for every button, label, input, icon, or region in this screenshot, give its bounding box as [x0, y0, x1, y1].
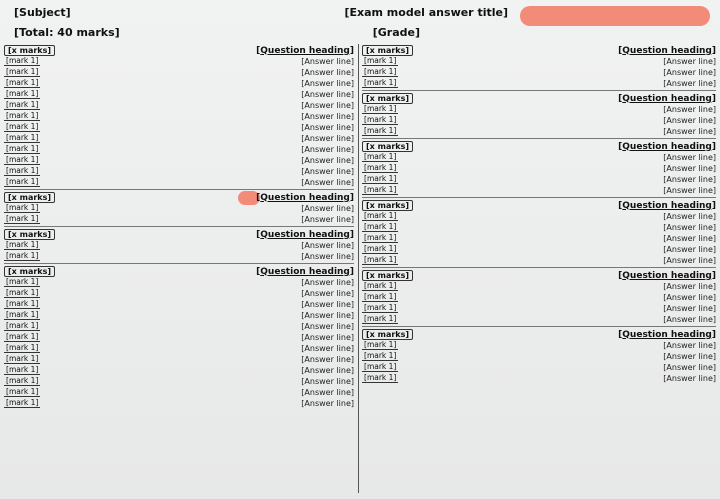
answer-text: [Answer line] — [301, 299, 354, 309]
exam-title: [Exam model answer title] — [344, 6, 508, 19]
question-heading: [Question heading] — [618, 45, 716, 56]
answer-row — [362, 174, 716, 184]
answer-row — [362, 67, 716, 77]
right-section-header — [362, 329, 716, 339]
answer-mark: [1 mark] — [6, 354, 39, 363]
right-section-header — [362, 45, 716, 55]
answer-text: [Answer line] — [663, 255, 716, 265]
answer-row — [362, 104, 716, 114]
section-marks: [x marks] — [4, 192, 55, 203]
answer-mark: [1 mark] — [6, 332, 39, 341]
answer-mark: [1 mark] — [6, 122, 39, 131]
answer-row — [4, 387, 354, 397]
answer-mark: [1 mark] — [6, 144, 39, 153]
answer-mark: [1 mark] — [364, 244, 397, 253]
answer-row — [362, 340, 716, 350]
answer-mark: [1 mark] — [6, 155, 39, 164]
answer-text: [Answer line] — [301, 387, 354, 397]
answer-row — [4, 155, 354, 165]
answer-row — [4, 332, 354, 342]
answer-row — [362, 78, 716, 88]
answer-mark: [1 mark] — [6, 100, 39, 109]
answer-row — [362, 281, 716, 291]
answer-text: [Answer line] — [663, 56, 716, 66]
answer-mark: [1 mark] — [6, 343, 39, 352]
grade-label: [Grade] — [372, 26, 420, 39]
section-separator — [362, 197, 716, 198]
answer-mark: [1 mark] — [364, 115, 397, 124]
answer-text: [Answer line] — [301, 155, 354, 165]
answer-mark: [1 mark] — [6, 214, 39, 223]
section-separator — [362, 138, 716, 139]
answer-text: [Answer line] — [301, 321, 354, 331]
answer-mark: [1 mark] — [6, 365, 39, 374]
answer-text: [Answer line] — [301, 343, 354, 353]
answer-mark: [1 mark] — [6, 288, 39, 297]
answer-row — [4, 251, 354, 261]
answer-text: [Answer line] — [301, 288, 354, 298]
answer-text: [Answer line] — [663, 115, 716, 125]
column-divider — [358, 44, 359, 493]
answer-row — [4, 288, 354, 298]
answer-row — [4, 67, 354, 77]
answer-row — [4, 343, 354, 353]
left-section-header — [4, 192, 354, 202]
answer-row — [362, 351, 716, 361]
right-section-header — [362, 93, 716, 103]
answer-row — [4, 310, 354, 320]
answer-text: [Answer line] — [663, 222, 716, 232]
answer-mark: [1 mark] — [364, 303, 397, 312]
answer-row — [4, 177, 354, 187]
section-marks: [x marks] — [362, 329, 413, 340]
answer-row — [4, 122, 354, 132]
answer-row — [362, 115, 716, 125]
section-separator — [4, 263, 354, 264]
exam-header — [0, 0, 720, 50]
section-separator — [362, 267, 716, 268]
answer-text: [Answer line] — [663, 126, 716, 136]
answer-row — [362, 244, 716, 254]
answer-mark: [1 mark] — [364, 78, 397, 87]
question-heading: [Question heading] — [256, 229, 354, 240]
answer-row — [362, 255, 716, 265]
question-heading: [Question heading] — [618, 141, 716, 152]
answer-text: [Answer line] — [301, 177, 354, 187]
answer-text: [Answer line] — [663, 303, 716, 313]
answer-mark: [1 mark] — [6, 89, 39, 98]
answer-mark: [1 mark] — [364, 281, 397, 290]
right-column — [362, 44, 716, 495]
answer-text: [Answer line] — [301, 332, 354, 342]
answer-text: [Answer line] — [301, 240, 354, 250]
answer-text: [Answer line] — [301, 251, 354, 261]
answer-text: [Answer line] — [663, 281, 716, 291]
answer-text: [Answer line] — [301, 78, 354, 88]
answer-mark: [1 mark] — [364, 104, 397, 113]
answer-mark: [1 mark] — [6, 240, 39, 249]
answer-mark: [1 mark] — [6, 166, 39, 175]
answer-mark: [1 mark] — [364, 222, 397, 231]
answer-row — [362, 185, 716, 195]
answer-mark: [1 mark] — [6, 299, 39, 308]
left-section-header — [4, 266, 354, 276]
answer-row — [4, 398, 354, 408]
answer-mark: [1 mark] — [6, 310, 39, 319]
section-separator — [362, 326, 716, 327]
answer-row — [4, 299, 354, 309]
section-marks: [x marks] — [362, 141, 413, 152]
answer-mark: [1 mark] — [6, 387, 39, 396]
answer-mark: [1 mark] — [6, 277, 39, 286]
left-section-header — [4, 229, 354, 239]
section-marks: [x marks] — [362, 200, 413, 211]
answer-text: [Answer line] — [301, 56, 354, 66]
answer-mark: [1 mark] — [6, 376, 39, 385]
section-separator — [4, 189, 354, 190]
answer-row — [4, 376, 354, 386]
answer-text: [Answer line] — [301, 122, 354, 132]
answer-text: [Answer line] — [301, 214, 354, 224]
answer-row — [4, 365, 354, 375]
answer-mark: [1 mark] — [364, 152, 397, 161]
section-marks: [x marks] — [362, 45, 413, 56]
subject-label: [Subject] — [14, 6, 71, 19]
answer-mark: [1 mark] — [364, 185, 397, 194]
answer-text: [Answer line] — [301, 277, 354, 287]
answer-text: [Answer line] — [301, 203, 354, 213]
answer-mark: [1 mark] — [364, 211, 397, 220]
answer-row — [4, 354, 354, 364]
section-marks: [x marks] — [362, 270, 413, 281]
answer-row — [4, 203, 354, 213]
answer-mark: [1 mark] — [364, 340, 397, 349]
answer-text: [Answer line] — [663, 174, 716, 184]
answer-text: [Answer line] — [663, 373, 716, 383]
answer-text: [Answer line] — [663, 292, 716, 302]
answer-mark: [1 mark] — [6, 251, 39, 260]
answer-row — [4, 321, 354, 331]
answer-text: [Answer line] — [663, 233, 716, 243]
right-section-header — [362, 270, 716, 280]
answer-row — [362, 233, 716, 243]
answer-mark: [1 mark] — [364, 351, 397, 360]
answer-text: [Answer line] — [301, 376, 354, 386]
answer-text: [Answer line] — [301, 100, 354, 110]
answer-mark: [1 mark] — [6, 398, 39, 407]
answer-row — [4, 144, 354, 154]
answer-row — [4, 214, 354, 224]
answer-text: [Answer line] — [301, 144, 354, 154]
question-heading: [Question heading] — [618, 270, 716, 281]
answer-text: [Answer line] — [301, 310, 354, 320]
answer-row — [362, 373, 716, 383]
left-section-header — [4, 45, 354, 55]
answer-row — [362, 163, 716, 173]
answer-mark: [1 mark] — [6, 133, 39, 142]
answer-mark: [1 mark] — [364, 292, 397, 301]
section-marks: [x marks] — [4, 266, 55, 277]
section-marks: [x marks] — [4, 45, 55, 56]
answer-row — [4, 166, 354, 176]
answer-mark: [1 mark] — [364, 233, 397, 242]
answer-row — [362, 222, 716, 232]
answer-text: [Answer line] — [301, 398, 354, 408]
answer-text: [Answer line] — [663, 104, 716, 114]
total-score: [Total: 40 marks] — [14, 26, 120, 39]
answer-row — [4, 133, 354, 143]
answer-row — [362, 56, 716, 66]
answer-mark: [1 mark] — [6, 177, 39, 186]
answer-mark: [1 mark] — [364, 67, 397, 76]
answer-text: [Answer line] — [663, 244, 716, 254]
answer-row — [362, 211, 716, 221]
answer-mark: [1 mark] — [364, 126, 397, 135]
answer-row — [362, 126, 716, 136]
answer-mark: [1 mark] — [6, 203, 39, 212]
answer-row — [362, 292, 716, 302]
answer-text: [Answer line] — [663, 314, 716, 324]
answer-row — [4, 100, 354, 110]
answer-row — [362, 303, 716, 313]
answer-row — [4, 240, 354, 250]
section-marks: [x marks] — [362, 93, 413, 104]
question-heading: [Question heading] — [618, 93, 716, 104]
question-heading: [Question heading] — [618, 200, 716, 211]
answer-row — [4, 277, 354, 287]
answer-mark: [1 mark] — [6, 67, 39, 76]
answer-mark: [1 mark] — [6, 56, 39, 65]
answer-row — [4, 78, 354, 88]
answer-text: [Answer line] — [301, 111, 354, 121]
question-heading: [Question heading] — [256, 192, 354, 203]
answer-text: [Answer line] — [301, 89, 354, 99]
answer-mark: [1 mark] — [364, 174, 397, 183]
answer-mark: [1 mark] — [364, 163, 397, 172]
answer-row — [4, 111, 354, 121]
answer-text: [Answer line] — [663, 362, 716, 372]
answer-text: [Answer line] — [663, 351, 716, 361]
answer-row — [4, 56, 354, 66]
answer-mark: [1 mark] — [364, 373, 397, 382]
question-heading: [Question heading] — [256, 266, 354, 277]
answer-text: [Answer line] — [301, 354, 354, 364]
answer-text: [Answer line] — [301, 365, 354, 375]
section-separator — [362, 90, 716, 91]
left-column — [4, 44, 354, 495]
answer-text: [Answer line] — [663, 152, 716, 162]
answer-mark: [1 mark] — [6, 78, 39, 87]
answer-text: [Answer line] — [301, 166, 354, 176]
answer-text: [Answer line] — [663, 340, 716, 350]
right-section-header — [362, 141, 716, 151]
answer-row — [362, 152, 716, 162]
right-section-header — [362, 200, 716, 210]
question-heading: [Question heading] — [256, 45, 354, 56]
answer-text: [Answer line] — [663, 211, 716, 221]
answer-row — [362, 314, 716, 324]
answer-mark: [1 mark] — [364, 56, 397, 65]
answer-mark: [1 mark] — [364, 255, 397, 264]
answer-mark: [1 mark] — [6, 321, 39, 330]
answer-text: [Answer line] — [663, 78, 716, 88]
answer-text: [Answer line] — [663, 163, 716, 173]
answer-text: [Answer line] — [663, 67, 716, 77]
answer-text: [Answer line] — [663, 185, 716, 195]
section-separator — [4, 226, 354, 227]
answer-text: [Answer line] — [301, 67, 354, 77]
section-marks: [x marks] — [4, 229, 55, 240]
answer-row — [362, 362, 716, 372]
answer-text: [Answer line] — [301, 133, 354, 143]
answer-mark: [1 mark] — [364, 362, 397, 371]
question-heading: [Question heading] — [618, 329, 716, 340]
answer-row — [4, 89, 354, 99]
answer-mark: [1 mark] — [364, 314, 397, 323]
answer-mark: [1 mark] — [6, 111, 39, 120]
